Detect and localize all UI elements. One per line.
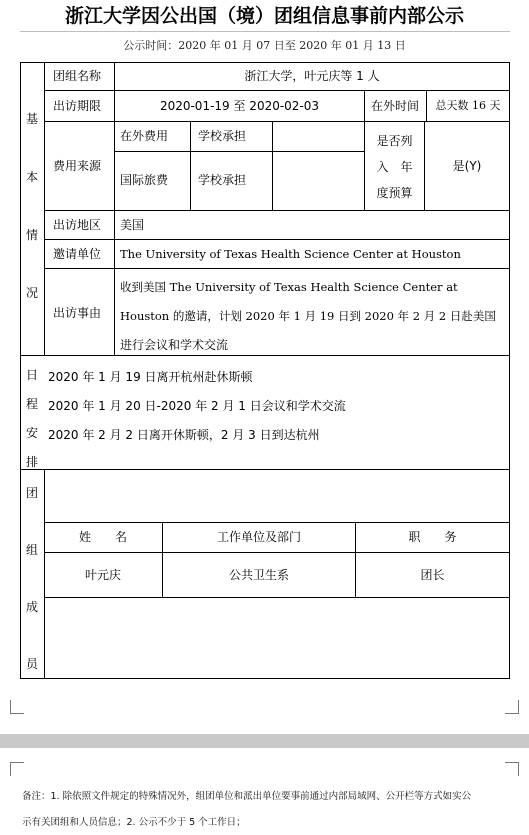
- divider: [44, 552, 510, 553]
- member-name: 叶元庆: [84, 568, 121, 582]
- schedule-item: 2020 年 1 月 20 日-2020 年 2 月 1 日会议和学术交流: [48, 399, 346, 413]
- divider: [20, 469, 510, 470]
- period-value: 2020-01-19 至 2020-02-03: [159, 99, 320, 113]
- purpose-value: 收到美国 The University of Texas Health Science Center at Houston 的邀请，计划 2020 年 1 月 19 日到 2020 年 2 月 2 日赴美国 进行会议和学术交流: [120, 280, 496, 352]
- section-label-schedule: 日 程 安 排: [25, 368, 38, 469]
- title-divider: [20, 31, 510, 32]
- annual-budget-value: 是(Y): [452, 159, 482, 173]
- schedule-item: 2020 年 1 月 19 日离开杭州赴休斯顿: [48, 370, 253, 384]
- region-value: 美国: [120, 218, 145, 232]
- page-gap: [0, 734, 529, 748]
- note-line: 示有关团组和人员信息；2. 公示不少于 5 个工作日；: [22, 817, 246, 828]
- divider: [44, 239, 510, 240]
- group-name-value: 浙江大学，叶元庆等 1 人: [244, 69, 380, 83]
- publish-period: 公示时间：2020 年 01 月 07 日至 2020 年 01 月 13 日: [123, 39, 406, 52]
- annual-budget-label: 是否列 入 年 度预算: [376, 134, 413, 200]
- table-border-left: [20, 62, 21, 679]
- period-label: 出访期限: [53, 99, 102, 113]
- funding-abroad-value: 学校承担: [198, 129, 247, 143]
- crop-mark: [10, 700, 11, 714]
- divider: [44, 90, 510, 91]
- divider: [44, 597, 510, 598]
- divider: [44, 210, 510, 211]
- divider: [190, 121, 191, 210]
- region-label: 出访地区: [53, 218, 102, 232]
- group-name-label: 团组名称: [53, 69, 102, 83]
- funding-abroad-label: 在外费用: [120, 129, 169, 143]
- crop-mark: [10, 713, 24, 714]
- purpose-label: 出访事由: [53, 306, 102, 320]
- table-border-top: [20, 62, 510, 63]
- table-border-bottom: [20, 678, 510, 679]
- note-line: 备注：1. 除依照文件规定的特殊情况外，组团单位和派出单位要事前通过内部局域网、公开栏等方式如实公: [22, 791, 472, 802]
- divider: [44, 121, 510, 122]
- schedule-item: 2020 年 2 月 2 日离开休斯顿，2 月 3 日到达杭州: [48, 428, 320, 442]
- funding-travel-value: 学校承担: [198, 173, 247, 187]
- schedule-list: [48, 363, 346, 450]
- crop-mark: [518, 762, 519, 776]
- member-unit: 公共卫生系: [228, 568, 289, 582]
- days-abroad-value: 总天数 16 天: [435, 99, 501, 112]
- days-abroad-label: 在外时间: [371, 99, 420, 113]
- members-header-unit: 工作单位及部门: [216, 530, 301, 544]
- divider: [44, 268, 510, 269]
- page-title: 浙江大学因公出国（境）团组信息事前内部公示: [64, 5, 464, 27]
- crop-mark: [505, 713, 519, 714]
- crop-mark: [505, 762, 519, 763]
- divider: [114, 151, 364, 152]
- inviter-value: The University of Texas Health Science Center at Houston: [120, 247, 461, 261]
- funding-label: 费用来源: [53, 159, 102, 173]
- divider: [44, 522, 510, 523]
- member-position: 团长: [420, 568, 445, 582]
- members-header-name: 姓 名: [78, 530, 127, 544]
- members-header-position: 职 务: [408, 530, 457, 544]
- funding-travel-label: 国际旅费: [120, 173, 169, 187]
- divider: [44, 62, 45, 355]
- divider: [272, 121, 273, 210]
- table-border-right: [509, 62, 510, 679]
- section-label-basic: 基 本 情 况: [25, 112, 38, 300]
- section-label-members: 团 组 成 员: [25, 486, 38, 671]
- crop-mark: [10, 762, 24, 763]
- crop-mark: [10, 762, 11, 776]
- crop-mark: [518, 700, 519, 714]
- inviter-label: 邀请单位: [53, 247, 102, 261]
